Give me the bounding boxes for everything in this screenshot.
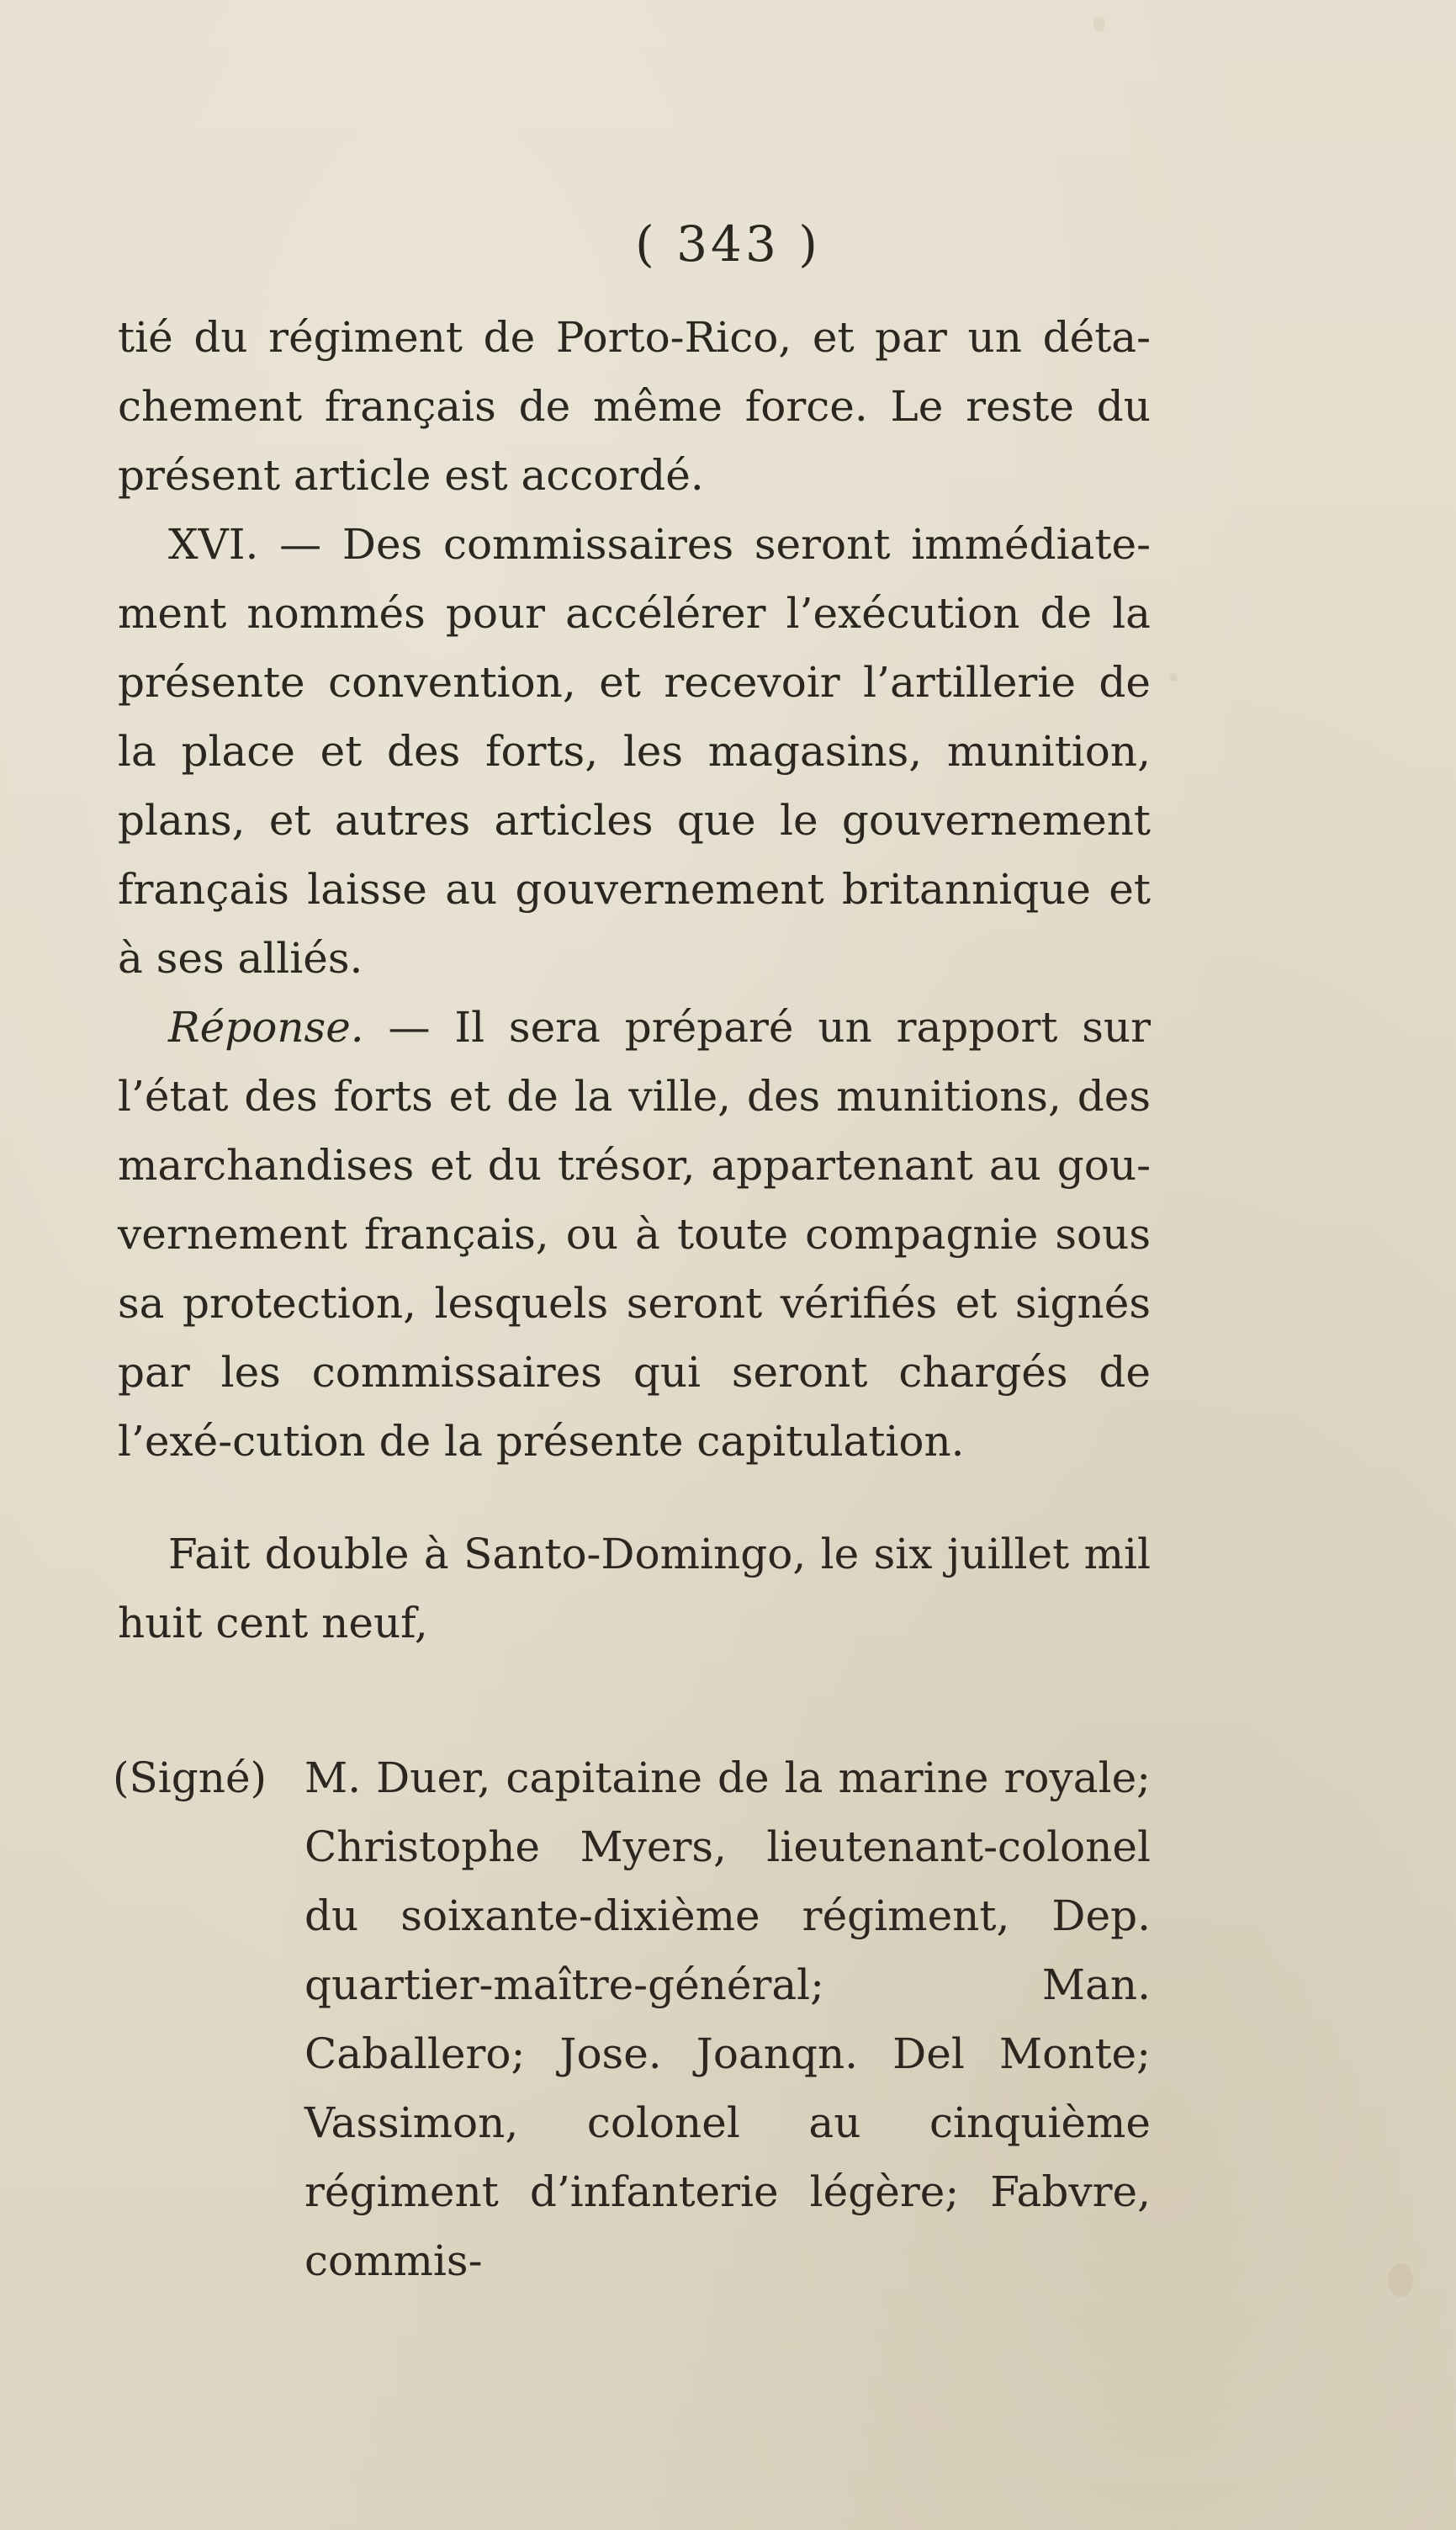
page-number: ( 343 ) xyxy=(635,215,821,273)
body-text xyxy=(113,303,1151,2337)
paragraph-gap xyxy=(118,1476,1151,1520)
response-text: — Il sera préparé un rapport sur l’état des forts et de la ville, des munitions, des marchandises et du trésor, appartenant au gou-vernement français, ou à toute compagnie sous sa protection, lesquels seront vérifiés et signés par les commissaires qui seront chargés de l’exé-cution de la présente capitulation. xyxy=(118,1003,1151,1466)
paper-stain xyxy=(1388,2263,1413,2297)
response-label: Réponse. xyxy=(168,1003,364,1052)
paragraph-article-xvi: XVI. — Des commissaires seront immédiate-ment nommés pour accélérer l’exécution de la présente convention, et recevoir l’artillerie de la place et des forts, les magasins, munition, plans, et autres articles que le gouvernement français laisse au gouvernement britannique et à ses alliés. xyxy=(118,520,1151,983)
signature-text: M. Duer, capitaine de la marine royale; Christophe Myers, lieutenant-colonel du soixante-dixième régiment, Dep. quartier-maître-général; Man. Caballero; Jose. Joanqn. Del Monte; Vassimon, colonel au cinquième régiment d’infanterie légère; Fabvre, commis- xyxy=(304,1753,1151,2285)
paragraph-response xyxy=(118,993,1151,1476)
signature-block xyxy=(113,1743,1151,2295)
paragraph-gap xyxy=(118,1657,1151,1701)
paper-stain xyxy=(1169,673,1178,682)
paragraph-dateline: Fait double à Santo-Domingo, le six juillet mil huit cent neuf, xyxy=(118,1530,1151,1647)
paper-stain xyxy=(1093,17,1105,32)
signature-label: (Signé) xyxy=(113,1753,267,1802)
paragraph-continuation: tié du régiment de Porto-Rico, et par un déta-chement français de même force. Le reste du présent article est accordé. xyxy=(118,313,1151,500)
